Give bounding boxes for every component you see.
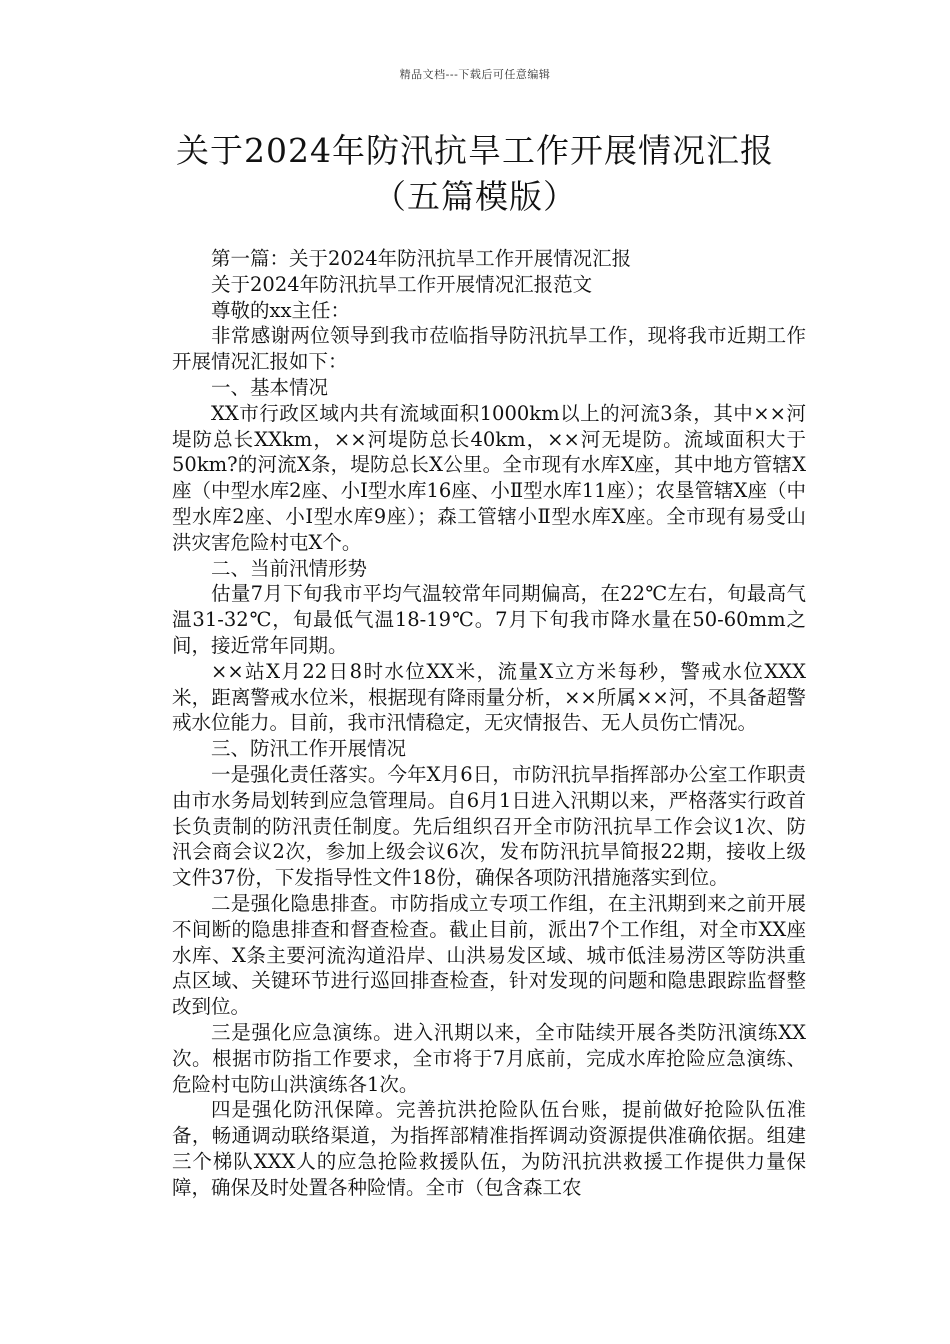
paragraph-intro: 非常感谢两位领导到我市莅临指导防汛抗旱工作，现将我市近期工作开展情况汇报如下： <box>172 324 806 374</box>
paragraph-weather: 估量7月下旬我市平均气温较常年同期偏高，在22℃左右，旬最高气温31-32℃，旬最低气温18-19℃。7月下旬我市降水量在50-60mm之间，接近常年同期。 <box>172 582 806 657</box>
paragraph-support: 四是强化防汛保障。完善抗洪抢险队伍台账，提前做好抢险队伍准备，畅通调动联络渠道，为指挥部精准指挥调动资源提供准确依据。组建三个梯队XXX人的应急抢险救援队伍，为防汛抗洪救援工作提供力量保障，确保及时处置各种险情。全市（包含森工农 <box>172 1098 806 1199</box>
title-line-2: （五篇模版） <box>373 177 577 216</box>
paragraph-subtitle: 关于2024年防汛抗旱工作开展情况汇报范文 <box>211 272 593 296</box>
paragraph-responsibility: 一是强化责任落实。今年X月6日，市防汛抗旱指挥部办公室工作职责由市水务局划转到应急管理局。自6月1日进入汛期以来，严格落实行政首长负责制的防汛责任制度。先后组织召开全市防汛抗旱工作会议1次、防汛会商会议2次，参加上级会议6次，发布防汛抗旱简报22期，接收上级文件37份，下发指导性文件18份，确保各项防汛措施落实到位。 <box>172 762 806 890</box>
heading-flood-work: 三、防汛工作开展情况 <box>211 737 407 761</box>
header-note: 精品文档---下载后可任意编辑 <box>399 68 551 81</box>
heading-flood-situation: 二、当前汛情形势 <box>211 556 368 580</box>
paragraph-inspection: 二是强化隐患排查。市防指成立专项工作组，在主汛期到来之前开展不间断的隐患排查和督查检查。截止目前，派出7个工作组，对全市XX座水库、X条主要河流沟道沿岸、山洪易发区域、城市低洼易涝区等防洪重点区域、关键环节进行巡回排查检查，针对发现的问题和隐患跟踪监督整改到位。 <box>172 891 806 1019</box>
title-line-1: 关于2024年防汛抗旱工作开展情况汇报 <box>176 131 774 170</box>
paragraph-water-level: ××站X月22日8时水位XX米，流量X立方米每秒，警戒水位XXX米，距离警戒水位米，根据现有降雨量分析，××所属××河，不具备超警戒水位能力。目前，我市汛情稳定，无灾情报告、无人员伤亡情况。 <box>172 659 806 735</box>
document-body <box>172 246 806 1200</box>
paragraph-drill: 三是强化应急演练。进入汛期以来，全市陆续开展各类防汛演练XX次。根据市防指工作要求，全市将于7月底前，完成水库抢险应急演练、危险村屯防山洪演练各1次。 <box>172 1020 806 1096</box>
document-title <box>0 128 950 220</box>
paragraph-section-heading: 第一篇：关于2024年防汛抗旱工作开展情况汇报 <box>211 247 632 270</box>
heading-basic-situation: 一、基本情况 <box>211 375 329 399</box>
paragraph-basic-situation: XX市行政区域内共有流域面积1000km以上的河流3条，其中××河堤防总长XXkm，××河堤防总长40km，××河无堤防。流域面积大于50km?的河流X条，堤防总长X公里。全市现有水库X座，其中地方管辖X座（中型水库2座、小Ⅰ型水库16座、小Ⅱ型水库11座）；农垦管辖X座（中型水库2座、小Ⅰ型水库9座）；森工管辖小Ⅱ型水库X座。全市现有易受山洪灾害危险村屯X个。 <box>172 401 806 554</box>
paragraph-salutation: 尊敬的xx主任： <box>211 298 350 322</box>
